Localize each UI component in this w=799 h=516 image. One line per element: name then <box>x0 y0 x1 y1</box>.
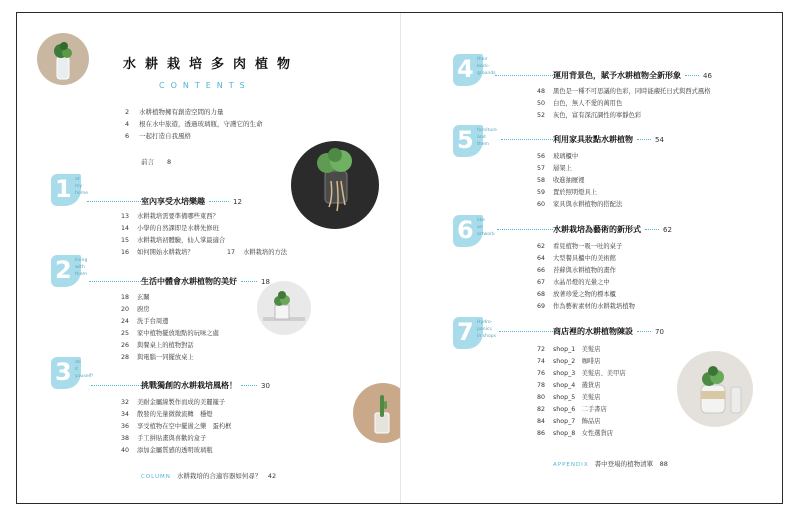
toc-item[interactable]: 40 添加金屬質感的透明玻璃瓶 <box>121 447 213 454</box>
hanging-jar-roots-photo <box>291 141 379 229</box>
chapter-tagline: at my home <box>75 177 89 196</box>
chapter-4-title[interactable]: 運用背景色，賦予水耕植物全新形象 46 <box>553 71 712 80</box>
succulent-in-glass-photo <box>37 33 89 85</box>
toc-item[interactable]: 78 shop_4 選貨店 <box>537 382 601 389</box>
page-title: 水耕栽培多肉植物 <box>123 57 300 72</box>
toc-item[interactable]: 24 洗手台周邊 <box>121 318 169 325</box>
right-page <box>401 13 784 503</box>
chapter-2-title[interactable]: 生活中體會水耕植物的美好 18 <box>141 277 270 286</box>
toc-item[interactable]: 69 作為藝術素材的水耕栽培植物 <box>537 303 635 310</box>
toc-item[interactable]: 34 散發的光暈微微流轉 穩燈 <box>121 411 213 418</box>
toc-item[interactable]: 36 享受植物在空中擺盪之樂 蛋杓框 <box>121 423 232 430</box>
chapter-1-marker <box>51 174 89 206</box>
toc-item[interactable]: 59 置於照明燈具上 <box>537 189 598 196</box>
toc-item[interactable]: 68 放著珍愛之物的標本櫃 <box>537 291 616 298</box>
preface-item[interactable]: 前言 8 <box>141 158 172 166</box>
page-subtitle: CONTENTS <box>159 81 251 90</box>
chapter-number: 6 <box>457 216 474 244</box>
leader-dots <box>91 385 141 386</box>
leader-dots <box>499 331 553 332</box>
toc-item[interactable]: 84 shop_7 飾品店 <box>537 418 601 425</box>
chapter-number: 2 <box>55 256 72 284</box>
chapter-number: 3 <box>55 358 72 386</box>
chapter-tagline: like an artwork <box>477 218 495 237</box>
chapter-number: 7 <box>457 318 474 346</box>
toc-item[interactable]: 28 與電腦一同擺放桌上 <box>121 354 194 361</box>
chapter-tagline: their back- grounds <box>477 57 496 76</box>
toc-item[interactable]: 80 shop_5 美髮店 <box>537 394 601 401</box>
chapter-3-title[interactable]: 挑戰獨創的水耕栽培風格！ 30 <box>141 381 270 390</box>
toc-item[interactable]: 15 水耕栽培初體驗，仙人掌最適合 <box>121 237 226 244</box>
leader-dots <box>497 229 553 230</box>
toc-item[interactable]: 56 玻璃櫃中 <box>537 153 579 160</box>
chapter-number: 5 <box>457 126 474 154</box>
toc-item[interactable]: 86 shop_8 女性選貨店 <box>537 430 614 437</box>
chapter-1-title[interactable]: 室內享受水培樂趣 12 <box>141 197 242 206</box>
jar-plant-photo <box>677 351 753 427</box>
toc-item[interactable]: 20 廚房 <box>121 306 150 313</box>
chapter-tagline: Hydro- ponics in shops <box>477 320 497 339</box>
chapter-7-title[interactable]: 商店裡的水耕植物陳設 70 <box>553 327 664 336</box>
appendix-footer[interactable]: APPENDIX 書中登場的植物清單 88 <box>553 460 668 468</box>
toc-item[interactable]: 50 白色，無人不愛的萬用色 <box>537 100 623 107</box>
chapter-number: 1 <box>55 175 72 203</box>
toc-item[interactable]: 16 如何開始水耕栽培？ <box>121 249 194 256</box>
toc-item[interactable]: 14 小學的自然課即是水耕先修班 <box>121 225 219 232</box>
chapter-6-title[interactable]: 水耕栽培為藝術的新形式 62 <box>553 225 672 234</box>
leader-dots <box>87 201 141 202</box>
chapter-4-marker <box>453 54 496 86</box>
toc-item[interactable]: 38 手工拼貼畫與喜歡的盒子 <box>121 435 207 442</box>
toc-item[interactable]: 57 層架上 <box>537 165 572 172</box>
toc-item[interactable]: 18 玄關 <box>121 294 150 301</box>
toc-item[interactable]: 72 shop_1 美髮店 <box>537 346 601 353</box>
chapter-6-marker <box>453 215 495 247</box>
leader-dots <box>89 281 141 282</box>
chapter-3-marker <box>51 357 94 389</box>
toc-item[interactable]: 76 shop_3 美髮店、美甲店 <box>537 370 626 377</box>
chapter-5-title[interactable]: 利用家具妝點水耕植物 54 <box>553 135 664 144</box>
toc-item[interactable]: 74 shop_2 咖啡店 <box>537 358 601 365</box>
toc-item[interactable]: 67 水晶吊燈的光暈之中 <box>537 279 610 286</box>
chapter-tagline: furniture and them <box>477 128 497 147</box>
chapter-5-marker <box>453 125 497 157</box>
leader-dots <box>501 139 553 140</box>
toc-item[interactable]: 64 大型餐具櫃中的美術館 <box>537 255 616 262</box>
intro-item[interactable]: 2 水耕植物擁有創造空間的力量 <box>125 108 224 116</box>
toc-item[interactable]: 52 灰色，富有深沉調性的寧靜色彩 <box>537 112 642 119</box>
toc-item[interactable]: 17 水耕栽培的方法 <box>227 249 288 256</box>
left-page <box>17 13 400 503</box>
chapter-tagline: living with them <box>75 258 88 277</box>
intro-item[interactable]: 4 根在水中旅遊，透過玻璃瓶，守護它的生命 <box>125 120 263 128</box>
book-spread <box>16 12 783 504</box>
toc-item[interactable]: 25 家中植物擺放地點的玩味之處 <box>121 330 219 337</box>
toc-item[interactable]: 60 家具與水耕植物的搭配法 <box>537 201 623 208</box>
leader-dots <box>495 75 553 76</box>
toc-item[interactable]: 66 苔蘚與水耕植物的畫作 <box>537 267 616 274</box>
toc-item[interactable]: 62 看見植物一吸一吐的桌子 <box>537 243 623 250</box>
toc-item[interactable]: 48 黑色是一種不可思議的色彩，同時能襯托日式與西式風格 <box>537 88 711 95</box>
chapter-tagline: do it youself! <box>75 360 94 379</box>
intro-item[interactable]: 6 一起打造自我風格 <box>125 132 191 140</box>
column-footer[interactable]: COLUMN 水耕栽培的合適容器如何尋？ 42 <box>141 472 277 480</box>
toc-item[interactable]: 82 shop_6 二手書店 <box>537 406 607 413</box>
chapter-number: 4 <box>457 55 474 83</box>
toc-item[interactable]: 13 水耕栽培需要準備哪些東西？ <box>121 213 219 220</box>
chapter-7-marker <box>453 317 497 349</box>
pot-plant-photo <box>257 281 311 335</box>
toc-item[interactable]: 32 美耐金屬線製作而成的美麗籠子 <box>121 399 226 406</box>
chapter-2-marker <box>51 255 88 287</box>
toc-item[interactable]: 26 與餐桌上的植物對話 <box>121 342 194 349</box>
toc-item[interactable]: 58 收進抽屜裡 <box>537 177 585 184</box>
